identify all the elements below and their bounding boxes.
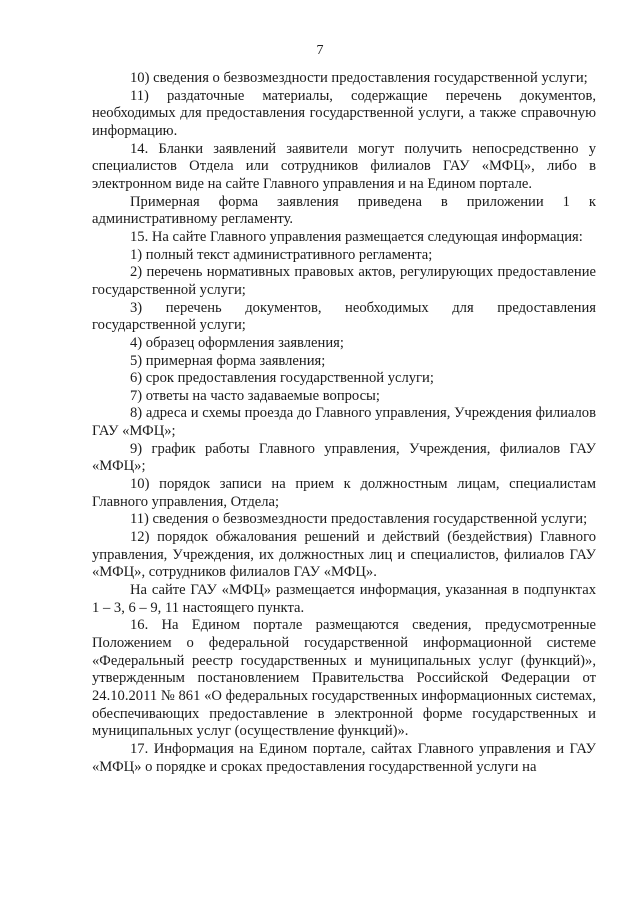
paragraph: 17. Информация на Едином портале, сайтах Главного управления и ГАУ «МФЦ» о порядке и сроках предоставления государственной услуги на <box>92 740 596 775</box>
paragraph: 16. На Едином портале размещаются сведения, предусмотренные Положением о федеральной государственной информационной системе «Федеральный реестр государственных и муниципальных услуг (функций)», утвержденным постановлением Правительства Российской Федерации от 24.10.2011 № 861 «О федеральных государственных информационных системах, обеспечивающих предоставление в электронной форме государственных и муниципальных услуг (осуществление функций)». <box>92 617 596 740</box>
paragraph: 12) порядок обжалования решений и действий (бездействия) Главного управления, Учреждения, их должностных лиц и специалистов, филиалов ГАУ «МФЦ», сотрудников филиалов ГАУ «МФЦ». <box>92 529 596 581</box>
paragraph: 4) образец оформления заявления; <box>130 334 344 351</box>
paragraph: 14. Бланки заявлений заявители могут получить непосредственно у специалистов Отдела или сотрудников филиалов ГАУ «МФЦ», либо в электронном виде на сайте Главного управления и на Едином портале. <box>92 140 596 192</box>
paragraph: 11) раздаточные материалы, содержащие перечень документов, необходимых для предоставления государственной услуги, а также справочную информацию. <box>92 87 596 139</box>
paragraph: 8) адреса и схемы проезда до Главного управления, Учреждения филиалов ГАУ «МФЦ»; <box>92 405 596 440</box>
paragraph: 9) график работы Главного управления, Учреждения, филиалов ГАУ «МФЦ»; <box>92 440 596 475</box>
paragraph: На сайте ГАУ «МФЦ» размещается информация, указанная в подпунктах 1 – 3, 6 – 9, 11 настоящего пункта. <box>92 582 596 616</box>
paragraph: 15. На сайте Главного управления размещается следующая информация: <box>130 228 583 245</box>
paragraph: 3) перечень документов, необходимых для предоставления государственной услуги; <box>92 299 596 334</box>
paragraph: 7) ответы на часто задаваемые вопросы; <box>130 387 380 404</box>
paragraph: Примерная форма заявления приведена в приложении 1 к административному регламенту. <box>92 193 596 228</box>
paragraph: 10) сведения о безвозмездности предоставления государственной услуги; <box>130 70 588 86</box>
paragraph: 1) полный текст административного регламента; <box>130 246 433 263</box>
page-number: 7 <box>316 43 324 58</box>
paragraph: 5) примерная форма заявления; <box>130 352 326 369</box>
paragraph: 11) сведения о безвозмездности предоставления государственной услуги; <box>130 511 588 528</box>
paragraph: 10) порядок записи на прием к должностным лицам, специалистам Главного управления, Отдела; <box>92 476 596 510</box>
paragraph: 6) срок предоставления государственной услуги; <box>130 370 434 387</box>
document-body <box>92 70 596 776</box>
paragraph: 2) перечень нормативных правовых актов, регулирующих предоставление государственной услуги; <box>92 264 596 298</box>
